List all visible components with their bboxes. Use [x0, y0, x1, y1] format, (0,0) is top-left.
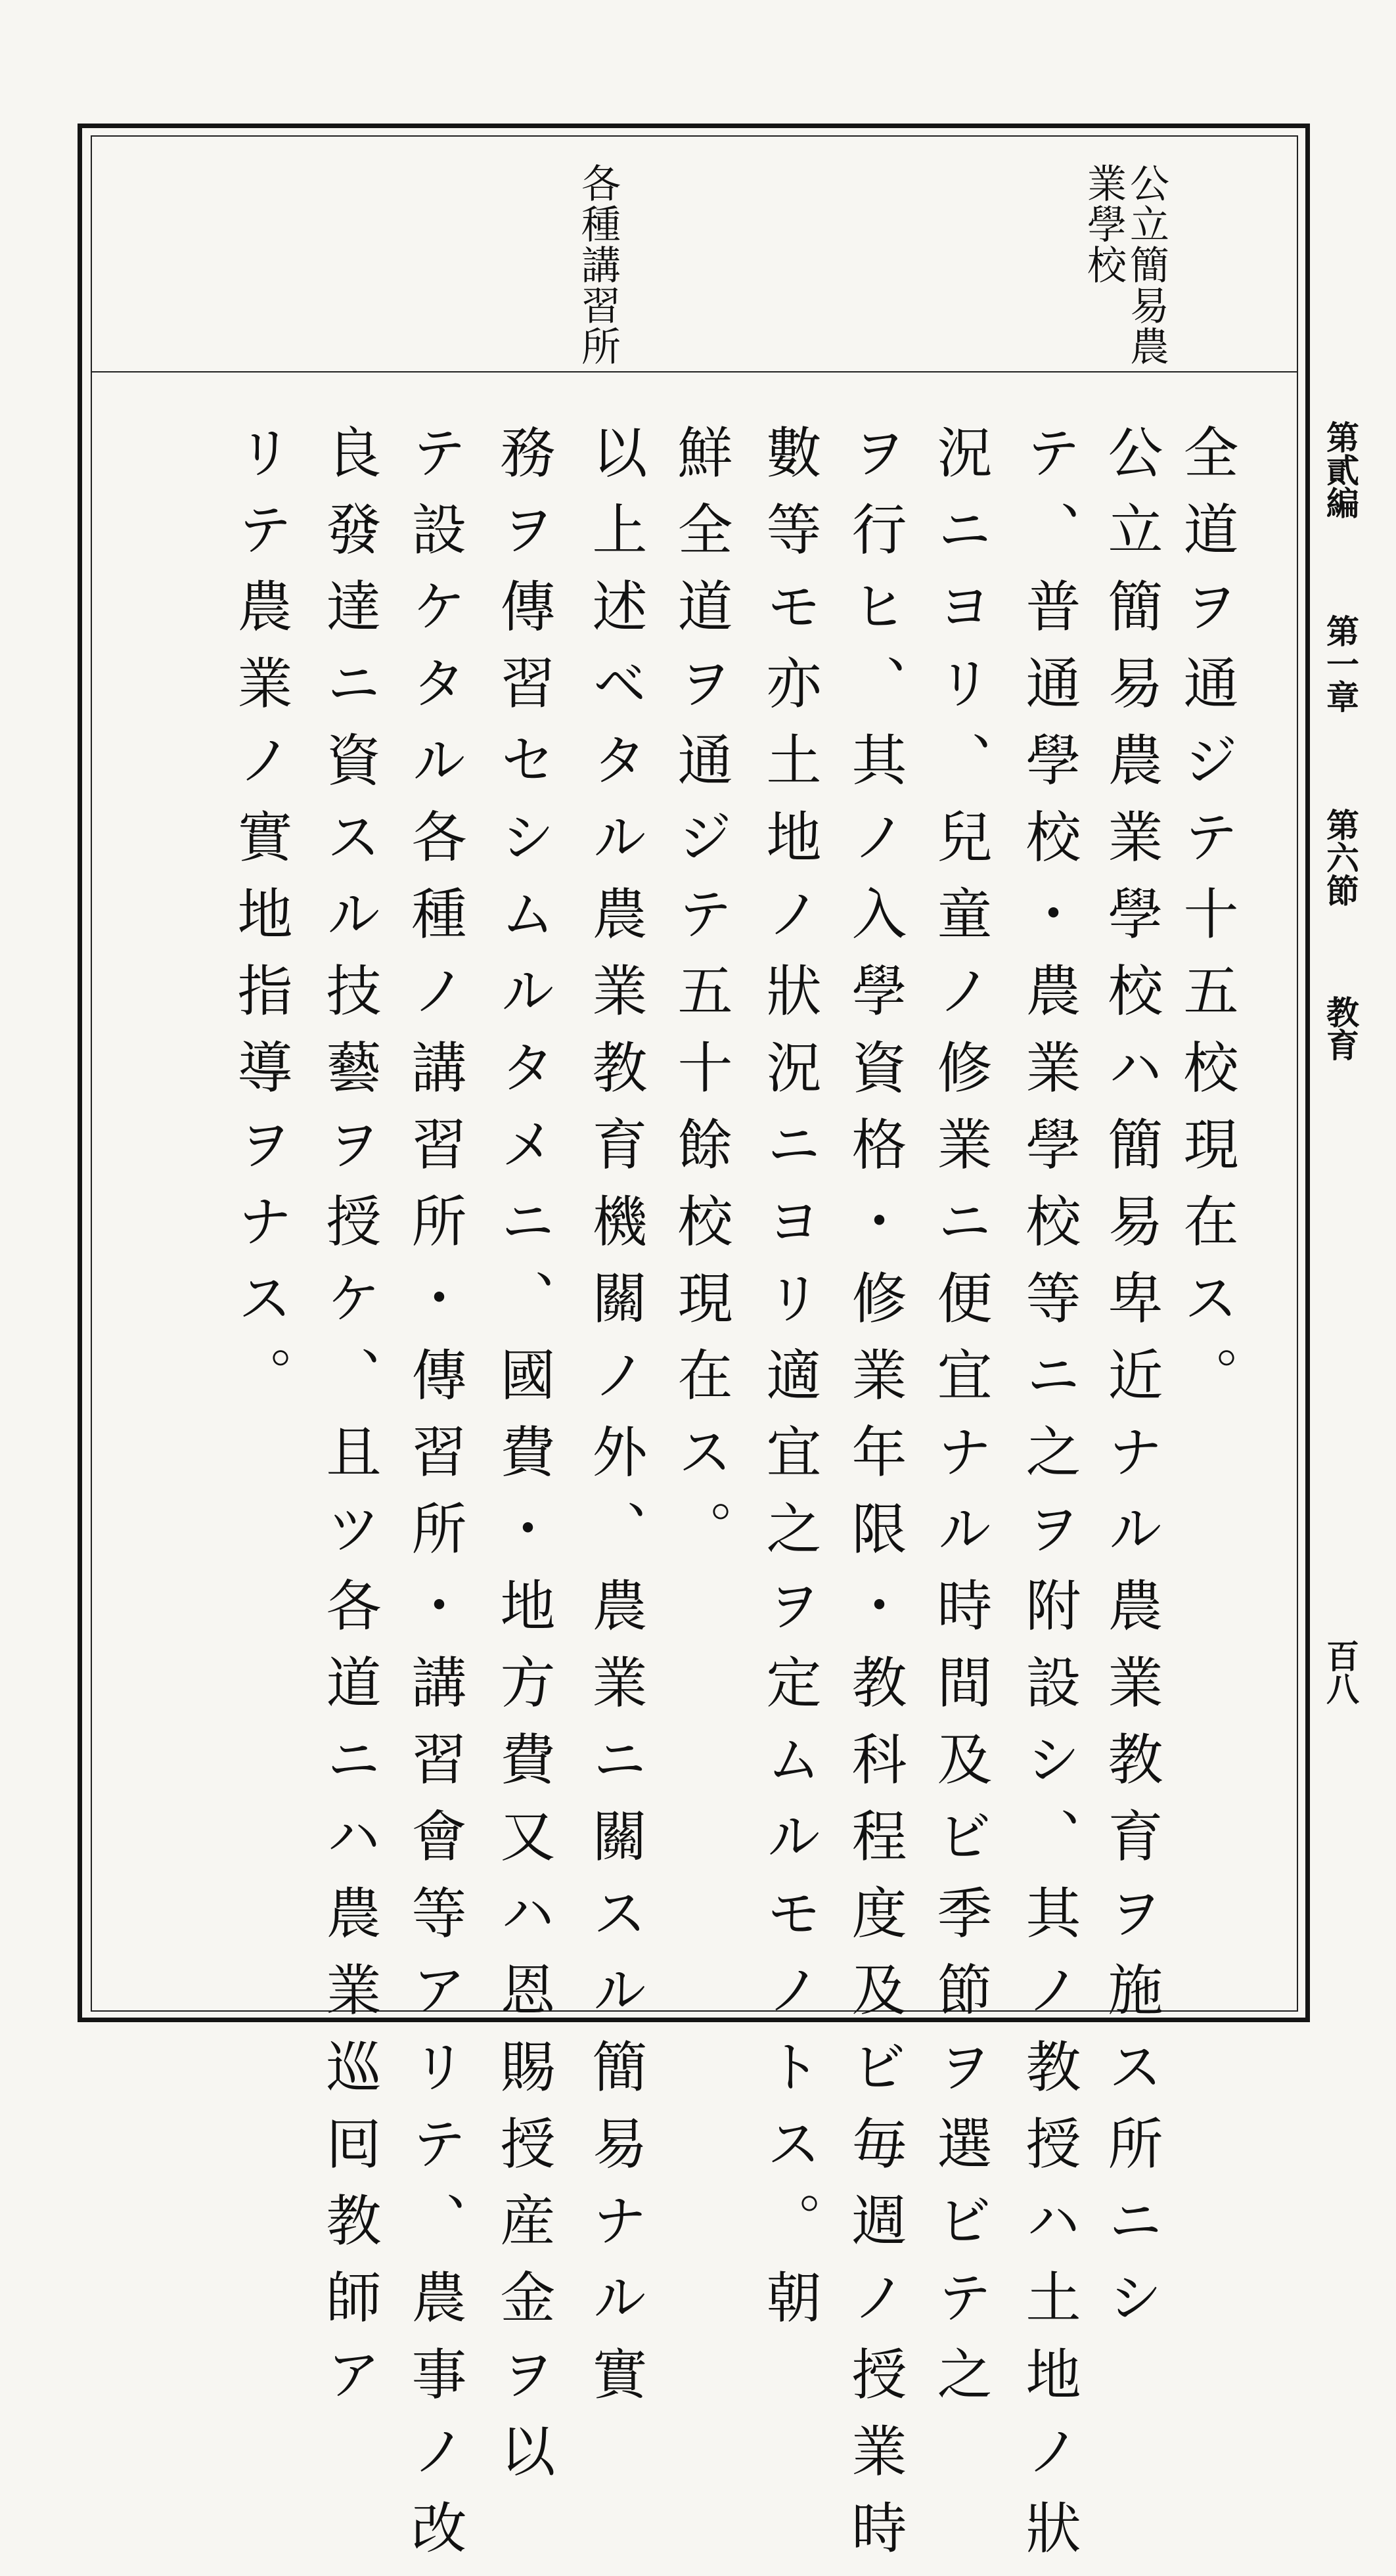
body-line: 務ヲ傳習セシムルタメニ、國費・地方費又ハ恩賜授産金ヲ以: [491, 424, 556, 2499]
body-line: 數等モ亦土地ノ狀況ニヨリ適宜之ヲ定ムルモノトス。朝: [757, 424, 822, 2345]
running-head-part: 第貳編: [1321, 420, 1360, 519]
body-line: 公立簡易農業學校ハ簡易卑近ナル農業教育ヲ施ス所ニシ: [1099, 424, 1163, 2345]
running-head-section: 第六節: [1321, 808, 1360, 907]
body-line: 以上述ベタル農業教育機關ノ外、農業ニ關スル簡易ナル實: [583, 424, 648, 2422]
heading-line: 業學校: [1081, 163, 1127, 285]
heading-training-institutes: 各種講習所: [575, 163, 621, 367]
body-line: リテ農業ノ實地指導ヲナス。: [229, 424, 293, 1423]
header-divider: [92, 371, 1297, 373]
heading-line: 公立簡易農: [1123, 163, 1169, 367]
body-line: 全道ヲ通ジテ十五校現在ス。: [1175, 424, 1239, 1423]
body-line: 鮮全道ヲ通ジテ五十餘校現在ス。: [669, 424, 733, 1577]
body-line: ヲ行ヒ、其ノ入學資格・修業年限・教科程度及ビ毎週ノ授業時: [843, 424, 907, 2576]
body-line: 況ニヨリ、兒童ノ修業ニ便宜ナル時間及ビ季節ヲ選ビテ之: [928, 424, 993, 2422]
running-head-section-title: 教育: [1321, 995, 1360, 1061]
running-head-chapter: 第一章: [1321, 614, 1360, 713]
body-line: テ、普通學校・農業學校等ニ之ヲ附設シ、其ノ教授ハ土地ノ狀: [1017, 424, 1081, 2576]
page-number: 百八: [1321, 1639, 1360, 1705]
body-line: テ設ケタル各種ノ講習所・傳習所・講習會等アリテ、農事ノ改: [403, 424, 467, 2576]
body-line: 良發達ニ資スル技藝ヲ授ケ、且ツ各道ニハ農業巡囘教師ア: [317, 424, 382, 2422]
